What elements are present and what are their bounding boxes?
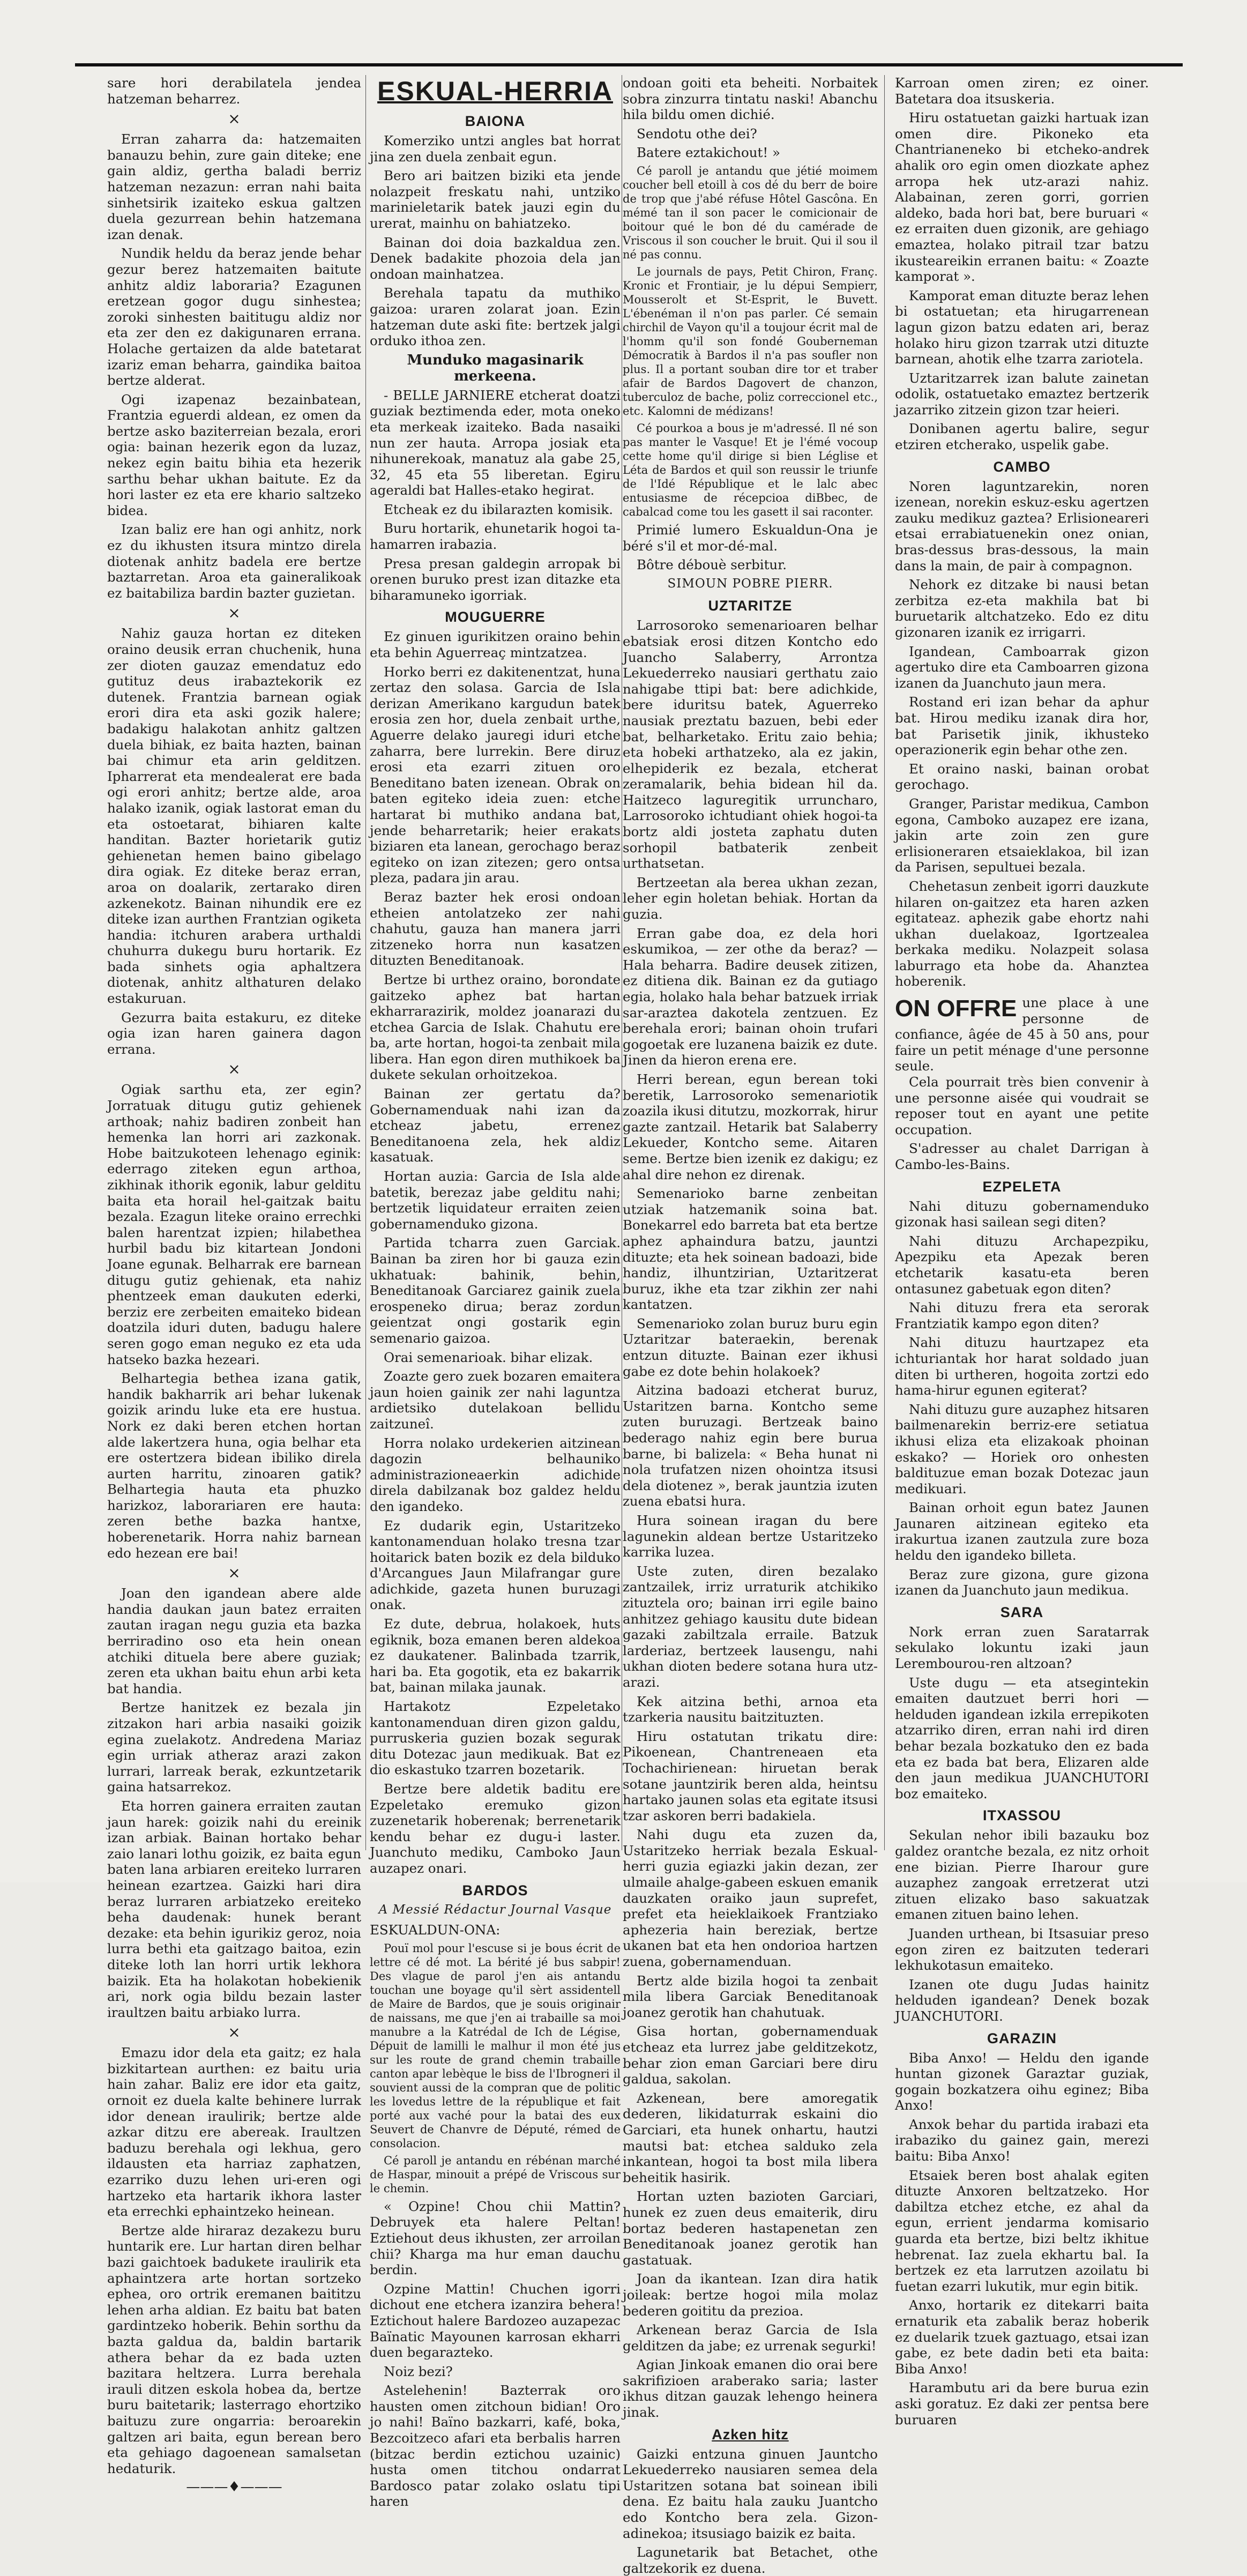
paragraph: Anxo, hortarik ez ditekarri baita ernaturik eta zabalik beraz hoberik ez duelarik tzuek gaztuago, etsai izan gabe, ez bete dadin beti eta baita: Biba Anxo!	[895, 2297, 1149, 2377]
separator: ×	[228, 604, 241, 622]
paragraph: Uztaritzarrek izan balute zainetan odolik, ostatuetako emaztez bertzerik jazarriko zitzein gizon tzar heieri.	[895, 370, 1149, 418]
paragraph: Batere eztakichout! »	[637, 145, 780, 161]
paragraph: Berehala tapatu da muthiko gaizoa: uraren zolarat joan. Ezin hatzeman dute aski fite: bertzek jalgi orduko ithoa zen.	[370, 285, 621, 349]
paragraph: Pouï mol pour l'escuse si je bous écrit de lettre cé dé mot. La bérité jé bus sabpir! Des vlague de parol j'en ais antandu touchan une boyage qu'il sèrt assidentell de Maire de Bardos, que je souis originair de naissans, me que j'en ai trabaille sa moi manubre a la Katrédal de Ich de Légise, Dépuit de lamilli le malhur il mon été jus sur les route de grand chemin trabaille canton apar lebèque le biss de l'Ibrogneri il souvient aussi de la compran que de politic les lovedus lettre de la république et fait porté aux vaché pour la batai des eux Seuvert de Chanvre de Député, rémed de consolacion.	[370, 1941, 621, 2150]
paragraph: Izanen ote dugu Judas hainitz helduden igandean? Denek bozak JUANCHUTORI.	[895, 1976, 1149, 2024]
paragraph: Bertz alde bizila hogoi ta zenbait mila libera Garciak Beneditanoak joanez gerotik han chahutuak.	[623, 1972, 878, 2020]
separator: ×	[228, 1060, 241, 1078]
paragraph: Granger, Paristar medikua, Cambon egona, Camboko auzapez ere izana, jakin arte zoin zen gure erlisioneraren etsaieklakoa, bil izan da Parisen, sepultuei bezala.	[895, 795, 1149, 875]
paragraph: Azkenean, bere amoregatik dederen, likidaturrak eskaini dio Garciari, eta hunek onhartu, hautzi mautsi bat: etchea salduko zela inkantean, hogoi ta bost mila libera beheitik hasirik.	[623, 2090, 878, 2185]
paragraph: Nahi dituzu gure auzaphez hitsaren bailmenarekin berriz-ere setiatua ikhusi eliza eta elizakoak phoinan eskako? — Horiek oro onhesten baldituzue eman bozak Dotezac jaun medikuari.	[895, 1401, 1149, 1497]
paragraph: Horko berri ez dakitenentzat, huna zertaz den solasa. Garcia de Isla derizan Amerikano kargudun batek erosia zen hor, duela zenbait urthe, Aguerre delako jauregi iduri etche zaharra, bere lurrekin. Bere diruz erosi eta ezarri zituen oro Beneditano baten izenean. Obrak on baten egiteko ideia zuen: etche hartarat bi muthiko andana bat, jende beharretarik; heier erakats biziaren eta lanean, gerochago beraz egiteko on izan zitezen; gero ontsa pleza, padara jin arau.	[370, 664, 621, 886]
paragraph: Gezurra baita estakuru, ez diteke ogia izan haren gainera dagon errana.	[107, 1009, 361, 1057]
paragraph: Izan baliz ere han ogi anhitz, nork ez du ikhusten itsura mintzo direla diotenak anhitz badela ere bertze baztarretan. Aroa eta gaineralikoak ez baitabiliza bardin bazter guzietan.	[107, 522, 361, 601]
classified-ad	[895, 995, 1149, 1173]
paragraph: Joan da ikantean. Izan dira hatik joileak: bertze hogoi mila molaz bederen goititu da prezioa.	[623, 2271, 878, 2319]
column-rule	[365, 75, 366, 1850]
paragraph: Ozpine Mattin! Chuchen igorri dichout ene etchera izanzira behera! Eztichout halere Bardozeo auzapezac Baïnatic Mayounen karrosan ekharri duen begarazteko.	[370, 2281, 621, 2361]
paragraph: Bertze hanitzek ez bezala jin zitzakon hari arbia nasaiki goizik egina zuelakotz. Andredena Mariaz egin urriak atheraz arazi zakon lurrari, larreak berak, ezkuntzetarik gaina hatsarrekoz.	[107, 1700, 361, 1795]
paragraph: Buru hortarik, ehunetarik hogoi ta-hamarren irabazia.	[370, 520, 621, 553]
paragraph: Semenarioko barne zenbeitan utziak hatzemanik soina bat. Bonekarrel edo barreta bat eta bertze aphez aphaindura batzu, jauntzi dituzte; eta hek soinean badoazi, bide handiz, ilhuntzirian, Uztaritzerat buruz, ikhe eta tzar zikhin zer nahi kantatzen.	[623, 1186, 878, 1313]
section-heading-baiona: BAIONA	[465, 113, 526, 129]
paragraph: Et oraino naski, bainan orobat gerochago.	[895, 761, 1149, 793]
paragraph: Sekulan nehor ibili bazauku boz galdez orantche bezala, ez nitz orhoit ene bizian. Pierre Iharour gure auzaphez zangoak erretzerat utzi zituen elizako baso sakuatzak emanen zituen baino lehen.	[895, 1827, 1149, 1923]
paragraph: Nahi dituzu haurtzapez eta ichturiantak hor harat soldado juan diten bi urtheren, hogoita zortzi edo hama-hirur egunen egiterat?	[895, 1335, 1149, 1398]
paragraph: Nahiz gauza hortan ez diteken oraino deusik erran chuchenik, huna zer dioten gauzaz emendatuz edo gutituz deus irabaztekorik ez dutenek. Frantzia barnean ogiak erori dira eta aski gozik halere; badakigu halakotan anhitz galtzen duela bihiak, ez baita hazten, bainan bai chimur eta arin gelditzen. Ipharrerat eta mendealerat ere bada ogi erori anhitz; bertze alde, aroa halako izanik, ogiak lastorat eman du eta ostoetarat, bihiaren kalte handitan. Bazter horietarik gutiz gehienetan hemen baino gibelago dira ogiak. Ez diteke beraz erran, aroa on doalarik, zertarako diren azkenekotz. Bainan nihundik ere ez diteke izan aurthen Frantzian ogiketa handia: itchuren arabera urthaldi chuhurra dukegu buru hortarik. Ez bada sinhets ogia aphaltzera diotenak, anhitz althaturen delako estakuruan.	[107, 626, 361, 1007]
paragraph: sare hori derabilatela jendea hatzeman beharrez.	[107, 75, 361, 107]
paragraph: Hortan uzten bazioten Garciari, hunek ez zuen deus emaiterik, diru bortaz bederen hastapenetan zen Beneditanoak joanez gerotik han gastatuak.	[623, 2188, 878, 2268]
paragraph: Hiru ostatuetan gaizki hartuak izan omen dire. Pikoneko eta Chantrianeneko bi etcheko-andrek ahalik oro egin omen diozkate aphez arropa hek utz-arazi nahiz. Alabainan, zeren gorri, gorrien aldeko, bada hori bat, bere buruari « ez erraiten duen gizonik, are gehiago emaztea, holako pitrail tzar batzu ikusteareikin erranen baitu: « Zoazte kamporat ».	[895, 110, 1149, 285]
letter-salutation: A Messié Rédactur Journal Vasque	[378, 1902, 612, 1917]
section-heading-itxassou: ITXASSOU	[982, 1807, 1062, 1824]
paragraph: Rostand eri izan behar da aphur bat. Hirou mediku izanak dira hor, bat Parisetik jinik, ikhusteko operazionerik egin behar othe zen.	[895, 694, 1149, 758]
paragraph: Orai semenarioak. bihar elizak.	[384, 1349, 593, 1365]
paragraph: Bertze alde hiraraz dezakezu buru huntarik ere. Lur hartan diren belhar bazi gaichtoek badukete iraulirik eta aphaintzera arte hortan sortzeko ephea, oro ortrik eremanen baititzu lehen arha aldian. Ez baitu bat baten gardintzeko hoberik. Behin sorthu da bazta galdua da, baldin bartarik athera behar da ez bada uzten bazitara heltzera. Lurra berehala irauli ditzen eskola hobea da, bertze buru baitetarik; lasterrago ehortziko baituzu zure ongarria: beroarekin galtzen ari baita, egun berean bero eta gehiago dagoenean samalsetan hedaturik.	[107, 2222, 361, 2476]
paragraph: Bertze bi urthez oraino, borondate gaitzeko aphez bat hartan ekharrarazirik, moldez joanarazi du etchea Garcia de Islak. Chahutu ere ba, arte hortan, hogoi-ta zenbait mila libera. Han egon diren muthikoek ba dukete sekulan orhoitzekoa.	[370, 971, 621, 1083]
paragraph: Presa presan galdegin arropak bi orenen buruko prest izan ditazke eta biharamuneko igorriak.	[370, 555, 621, 603]
paragraph: Ez ginuen igurikitzen oraino behin eta behin Aguerreaç mintzatzea.	[370, 629, 621, 661]
paragraph: Sendotu othe dei?	[637, 125, 757, 142]
paragraph: Chehetasun zenbeit igorri dauzkute hilaren on-gaitzez eta haren azken egitateaz. aphezik gabe ehortz nahi ukhan duelakoaz, Igortzealea berkaka mediku. Nolazpeit solasa laburrago eta hobe da. Ahanztea hoberenik.	[895, 878, 1149, 989]
paragraph: Cé paroll je antandu en rébénan marché de Haspar, minouit a prépé de Vriscous sur le chemin.	[370, 2154, 621, 2195]
paragraph: Uste dugu — eta atsegintekin emaiten dautzuet berri hori — helduden igandean izkila errepikoten atzarriko diren, erran nahi ird diren behar bezala bozkatuko den ez bada eta ez bada bat bera, Elizaren alde den jaun medikua JUANCHUTORI boz emaiteko.	[895, 1674, 1149, 1801]
paragraph: Bertzeetan ala berea ukhan zezan, leher egin holetan behiak. Hortan da guzia.	[623, 874, 878, 922]
paragraph: Hiru ostatutan trikatu dire: Pikoenean, Chantreneaen eta Tochachirienean: hiruetan berak sotane jauntzirik beren alda, heintsu hartako jaunen solas eta egitate itsusi tzar askoren berri badakiela.	[623, 1728, 878, 1823]
paragraph: Noiz bezi?	[384, 2363, 453, 2379]
paragraph: Bainan zer gertatu da? Gobernamenduak nahi izan da etcheaz jabetu, errenez Beneditanoena zela, hek aldiz kasatuak.	[370, 1086, 621, 1165]
paragraph: Horra nolako urdekerien aitzinean dagozin belhauniko administrazioneaerkin adichide direla dabilzanak boz galdez heldu den igandeko.	[370, 1435, 621, 1514]
signature: SIMOUN POBRE PIERR.	[667, 576, 833, 591]
paragraph: Noren laguntzarekin, noren izenean, norekin eskuz-esku agertzen zauku medikuz gaztea? Erlisioneareri etsai errabiatuenekin onez onian, bras-dessus bras-dessous, la main dans la main, de pair à compagnon.	[895, 478, 1149, 574]
paragraph: Partida tcharra zuen Garciak. Bainan ba ziren hor bi gauza ezin ukhatuak: bahinik, behin, Beneditanoak Garciarez gainik zuela erospeneko dirua; beraz zordun geientzat ongi gostarik egin semenario gaizoa.	[370, 1235, 621, 1346]
paragraph: Komerziko untzi angles bat horrat jina zen duela zenbait egun.	[370, 133, 621, 165]
paragraph: Primié lumero Eskualdun-Ona je béré s'il et mor-dé-mal.	[623, 522, 878, 554]
paragraph: Ogiak sarthu eta, zer egin? Jorratuak ditugu gutiz gehienek arthoak; nahiz badiren zonbeit han hemenka lan horri ari zazkonak. Hobe baitzukoteen lehenago eginik: ederrago ziteken egun arthoa, zikhinak ithorik egonik, labur gelditu baita eta horail hel-gaitzak baitu bezala. Ezagun liteke oraino errechki balen harentzat izpien; hilabethea hurbil badu biz kitartean Jondoni Joane egunak. Belharrak ere barnean ditugu gutiz gehienak, eta nahiz phentzeek eman daukuten ederki, berziz ere zerbeiten emaiteko bidean doatzila iduri duten, badugu halere seren gogo eman neguko ez eta uda hatseko bazka hezeari.	[107, 1082, 361, 1367]
paragraph: Juanden urthean, bi Itsasuiar preso egon ziren ez baitzuten tederari lekhukotasun emaiteko.	[895, 1925, 1149, 1974]
section-heading-ezpeleta: EZPELETA	[982, 1178, 1062, 1195]
paragraph: Le journals de pays, Petit Chiron, Franç. Kronic et Frontiair, je lu dépui Sempierr, Mousserolt et St-Esprit, le Buvett. L'ébenéman il n'on pas parler. Cé semain chirchil de Vayon qu'il a toujour écrit mal de l'homm qu'il son fondé Gouberneman Démocratik à Bardos il n'a pas soufler non plus. Il a portant souban dire tor et traber afair de Bardos Dagovert de chanzon, tuberculoz de bache, poliz correccionel etc., etc. Kalomni de médizans!	[623, 265, 878, 418]
paragraph: Cé paroll je antandu que jétié moimem coucher bell etoill à cos dé du berr de boire de trop que j'abé réfuse Hôtel Gascôna. En mémé tan il son pacer le comicionair de boitour qué le bon dé du camérade de Vriscous il son coucher le bruit. Qui il sou il né pas connu.	[623, 164, 878, 261]
section-heading-garazin: GARAZIN	[987, 2030, 1057, 2046]
column-4	[895, 75, 1149, 2428]
column-2	[370, 75, 621, 2510]
paragraph: Aitzina badoazi etcherat buruz, Ustaritzen barna. Kontcho seme zuten buruzagi. Bertzeak baino bederago nahiz egin bere burua barne, bi balizela: « Beha hunat ni nola trufatzen nizen ohointza itsusi dela diotenez », berak jauntzia izuten zuena ebatsi hura.	[623, 1382, 878, 1509]
paragraph: Ez dute, debrua, holakoek, huts egiknik, boza emanen beren aldekoa ez daukatener. Balinbada tzarrik, hari ba. Eta gogotik, eta ez bakarrik bat, bainan milaka jaunak.	[370, 1616, 621, 1695]
paragraph: Ez dudarik egin, Ustaritzeko kantonamenduan holako tresna tzar hoitarick baten bozik ez dela bilduko d'Arcangues Jaun Milafrangar gure adichkide, gazeta hunen buruzagi onak.	[370, 1517, 621, 1613]
paragraph: Ogi izapenaz bezainbatean, Frantzia eguerdi aldean, ez omen da bertze asko baziterreian bezala, erori ogia: bainan hezerik egon da luzaz, nekez egin baitu bihia eta hezerik sarthu behar ukhan baitute. Ez da hori laster ez eta ere khario saltzeko bidea.	[107, 391, 361, 518]
paragraph: Etcheak ez du ibilarazten komisik.	[384, 501, 614, 517]
paragraph: Joan den igandean abere alde handia daukan jaun batez erraiten zautan iragan negu guzia eta bazka berriradino oso eta hein onean atchiki dituela bere abere guziak; zeren eta ukhan baitu ehun arbi keta bat handia.	[107, 1585, 361, 1696]
paragraph: Hura soinean iragan du bere lagunekin aldean bertze Ustaritzeko karrika luzea.	[623, 1513, 878, 1560]
end-ornament: ———♦———	[186, 2479, 282, 2496]
separator: ×	[228, 2023, 241, 2042]
paragraph: Bôtre débouè serbitur.	[637, 557, 787, 573]
paragraph: Etsaiek beren bost ahalak egiten dituzte Anxoren beltzatzeko. Hor dabiltza etchez etche, ez ahal da egun, errient jendarma komisario guarda eta bertze, bizi beltz ikhitue hebrenat. Iaz zuela ekhartu bal. Ia bertzek ez eta larrutzen azoilatu bi fuetan ezarri lukutik, mur egin bitik.	[895, 2167, 1149, 2294]
paragraph: Bero ari baitzen biziki eta jende nolazpeit freskatu nahi, untziko marinieletarik batek jauzi egin du urerat, mainhu on bahiatzeko.	[370, 168, 621, 231]
ad-paragraph: S'adresser au chalet Darrigan à Cambo-les-Bains.	[895, 1141, 1149, 1172]
paragraph: Belhartegia bethea izana gatik, handik bakharrik ari behar lukenak goizik arindu luke eta ere hustua. Nork ez daki beren etchen hortan alde lakertzera huna, ogia belhar eta ere ostertzera bidean ibiliko direla aurten harritu, zinoaren gatik? Belhartegia hauta eta phuzko harizkoz, laborariaren ere hauta: zeren bethe bazka hantxe, hoberenetarik. Horra nahiz barnean edo hezean ere bai!	[107, 1371, 361, 1561]
paragraph: Nork erran zuen Saratarrak sekulako lokuntu izaki jaun Lerembourou-ren altzoan?	[895, 1624, 1149, 1672]
ad-headline: ON OFFRE	[895, 995, 1017, 1022]
paragraph: Zoazte gero zuek bozaren emaitera jaun hoien gainik zer nahi laguntza ardietsiko dutelakoan bellidu zaitzuneî.	[370, 1368, 621, 1432]
paragraph: Beraz zure gizona, gure gizona izanen da Juanchuto jaun medikua.	[895, 1566, 1149, 1598]
paragraph: Bainan orhoit egun batez Jaunen Jaunaren aitzinean egiteko eta irakurtua izanen zautzula zure boza heldu den igandeko billeta.	[895, 1500, 1149, 1564]
column-1	[107, 75, 361, 2496]
separator: ×	[228, 110, 241, 128]
column-3	[623, 75, 878, 2576]
paragraph: Nundik heldu da beraz jende behar gezur berez hatzemaiten baitute anhitz aldiz laboraria? Ezagunen eretzean gogor dugu sinhestea; zoroki sinhesten baititugu aldiz nor eta zer den ez dakigunaren errana. Holache gertaizen da alde batetarat izariz eman beharra, gaindika baitoa bertze alderat.	[107, 245, 361, 389]
section-heading-mouguerre: MOUGUERRE	[445, 609, 546, 626]
paragraph: Emazu idor dela eta gaitz; ez hala bizkitartean aurthen: ez baitu uria hain zahar. Baliz ere idor eta gaitz, ornoit ez duela kalte behinere lurrak idor denean iraulirik; bertze alde azkar ditzu ere abereak. Iraultzen baduzu berehala ogi lekhua, gero ildausten eta harriaz zaphatzen, ezarriko duzu lehen uri-eren ogi hartzeko eta hartarik ikhora laster eta errechki ephaintzeko heinean.	[107, 2045, 361, 2220]
section-heading-sara: SARA	[1000, 1604, 1044, 1620]
section-heading-azken-hitz: Azken hitz	[712, 2426, 789, 2443]
paragraph: Anxok behar du partida irabazi eta irabaziko du gainez gain, merezi baitu: Biba Anxo!	[895, 2116, 1149, 2164]
paragraph: - BELLE JARNIERE etcherat doatzi guziak beztimenda eder, mota oneko eta merkeak izaiteko. Bada nasaiki nun zer hauta. Arropa josiak eta nihunerekoak, manatuz ala gabe 25, 32, 45 eta 55 liberetan. Egiru ageraldi bat Halles-etako hegirat.	[370, 387, 621, 498]
ad-paragraph: Cela pourrait très bien convenir à une personne aisée qui voudrait se reposer tout en ayant une petite occupation.	[895, 1074, 1149, 1137]
paragraph: Cé pourkoa a bous je m'adressé. Il né son pas manter le Vasque! Et je l'émé vocoup cette home qu'il dirige si bien Léglise et Léta de Bardos et quil son reussir le triunfe de l'Idé République et le lalc abec entusiasme de récepcioa diBbec, de cabalcad come tou les gasett il sai raconter.	[623, 421, 878, 518]
paragraph: Bainan doi doia bazkaldua zen. Denek badakite phozoia dela jan ondoan mainhatzea.	[370, 234, 621, 282]
top-rule	[75, 63, 1183, 66]
section-heading-uztaritze: UZTARITZE	[708, 598, 793, 614]
paragraph: Bertze bere aldetik baditu ere Ezpeletako eremuko gizon zuzenetarik hoberenak; berrenetarik kendu behar ez dugu-i laster. Juanchuto mediku, Camboko Jaun auzapez onari.	[370, 1781, 621, 1876]
paragraph: Beraz bazter hek erosi ondoan etheien antolatzeko zer nahi chahutu, gauza han manera jarri zitzeneko horra nun kasatzen dituzten Beneditanoak.	[370, 889, 621, 969]
paragraph: Gaizki entzuna ginuen Jauntcho Lekuederreko nausiaren semea dela Ustaritzen sotana bat soinean ibili dena. Ez baitu hala zauku Juantcho edo Kontcho bera zela. Gizon-adinekoa; itsusiago baizik ez baita.	[623, 2446, 878, 2541]
paragraph: « Ozpine! Chou chii Mattin? Debruyek eta halere Peltan! Eztiehout deus ikhusten, zer arroilan chii? Kharga ma hur eman dauchu berdin.	[370, 2198, 621, 2278]
section-heading-cambo: CAMBO	[993, 458, 1051, 475]
paragraph: Kek aitzina bethi, arnoa eta tzarkeria nausitu baitzituzten.	[623, 1693, 878, 1725]
paragraph: Biba Anxo! — Heldu den igande huntan gizonek Garaztar guziak, gogain bozkatzera oihu eginez; Biba Anxo!	[895, 2050, 1149, 2113]
paragraph: Nahi dituzu Archapezpiku, Apezpiku eta Apezak beren etchetarik kasatu-eta beren ontasunez gabetuak egon diten?	[895, 1233, 1149, 1297]
paragraph: Herri berean, egun berean toki beretik, Larrosoroko semenariotik zoazila ikusi ditutzu, mozkorrak, hirur gazte zantzail. Hetarik bat Salaberry Lekueder, Kontcho seme. Aitaren seme. Bertze bien izenik ez dakigu; ez ahal dire nehon ez direnak.	[623, 1071, 878, 1182]
advert-heading: Munduko magasinarik merkeena.	[407, 352, 584, 384]
paragraph: ondoan goiti eta beheiti. Norbaitek sobra zinzurra tintatu naski! Abanchu hila bildu omen dichié.	[623, 75, 878, 123]
separator: ×	[228, 1564, 241, 1582]
paragraph: Erran gabe doa, ez dela hori eskumikoa, — zer othe da beraz? — Hala beharra. Badire deusek zitizen, ez ditiena dik. Bainan ez da gutiago egia, holako hala behar batzuek irriak sar-araztea dakotela zentzuen. Ez berehala erori; bainan ohoin trufari gogoetak ere luzanena baizik ez dute. Jinen da hieron erena ere.	[623, 925, 878, 1068]
paragraph: Astelehenin! Bazterrak oro hausten omen zitchoun bidian! Oro jo nahi! Baïno bazkarri, kafé, boka, Bezcoitzeco afari eta berbalis harren (bitzac berdin eztichou uzainic) husta omen titchou ondarrat Bardosco patar zolako oslatu tipi haren	[370, 2383, 621, 2510]
paragraph: Semenarioko zolan buruz buru egin Uztaritzar bateraekin, berenak entzun dituzte. Bainan ezer ikhusi gabe ez dote behin holakoek?	[623, 1315, 878, 1379]
paragraph: Eta horren gainera erraiten zautan jaun harek: goizik nahi du ereinik izan arbiak. Bainan hortako behar zaio lanari lothu goizik, ez baita egun baten lana arbiaren ereiteko lurraren heinean ezartzea. Gaizki hari dira beraz lurraren arbiatzeko ereiteko beha daudenak: hunek berant dezake: eta behin igurikiz geroz, noia lurra bethi eta gaitzago baitoa, ezin diteke loth lan horri urtik lekhora baizik. Eta ha holakotan hobekienik ari, nork ogia bildu bezain laster iraultzen baitu arbiako lurra.	[107, 1798, 361, 2020]
masthead-title: ESKUAL-HERRIA	[377, 76, 613, 106]
paragraph: Hartakotz Ezpeletako kantonamenduan diren gizon galdu, purruskeria guzien bozak segurak ditu Dotezac jaun medikuak. Bat ez dio eskastuko tzarren bozetarik.	[370, 1699, 621, 1778]
paragraph: Gisa hortan, gobernamenduak etcheaz eta lurrez jabe gelditzekotz, behar zion eman Garciari bere diru galdua, sakolan.	[623, 2023, 878, 2087]
paragraph: Igandean, Camboarrak gizon agertuko dire eta Camboarren gizona izanen da Juanchuto jaun mera.	[895, 643, 1149, 691]
paragraph: Hortan auzia: Garcia de Isla alde batetik, berezaz jabe gelditu nahi; bertzetik liquidateur erraiten zeien gobernamenduko gizona.	[370, 1168, 621, 1232]
section-heading-bardos: BARDOS	[462, 1882, 528, 1899]
paragraph: Erran zaharra da: hatzemaiten banauzu behin, zure gain diteke; ene gain aldiz, gertha baladi berriz hatzeman nezazun: erran nahi baita sinhetsirik izaiteko eskua galtzen duela gezurrean behin hatzemana izan denak.	[107, 131, 361, 242]
paragraph: Nahi dugu eta zuzen da, Ustaritzeko herriak bezala Eskual-herri guzia egiazki jakin dezan, zer ulmaile ahalge-gabeen eskuen emanik dauzkaten oraiko jaun suprefet, prefet eta heieklaikoek Frantziako aphezeria hain bereziak, bertze ukanen bat eta hen ondorioa hartzen zuena, gobernamenduan.	[623, 1827, 878, 1970]
ad-text: une place à une personne de confiance, âgée de 45 à 50 ans, pour faire un petit ménage d'une personne seule.	[895, 995, 1149, 1074]
paragraph: Kamporat eman dituzte beraz lehen bi ostatuetan; eta hirugarrenean lagun gizon batzu edaten ari, beraz holako hiru gizon tzarrak utzi dituzte barnean, ahotik elhe tzarra zariotela.	[895, 287, 1149, 367]
paragraph: Nahi dituzu gobernamenduko gizonak hasi sailean segi diten?	[895, 1198, 1149, 1230]
column-rule	[884, 75, 885, 1850]
paragraph: Agian Jinkoak emanen dio orai bere sakrifizioen araberako saria; laster ikhus ditzan gauzak lehengo heinera jinak.	[623, 2357, 878, 2421]
paragraph: Larrosoroko semenarioaren belhar ebatsiak erosi ditzen Kontcho edo Juancho Salaberry, Arrontza Lekuederreko nausiari gerthatu zaio nahigabe ttipi bat: bere adichkide, bere iduritsu batek, Aguerreko nausiak preztatu bazuen, bebi eder bat, belharketako. Eritu zaio behia; eta hobeki arthatzeko, ala ez jakin, elhepiderik ez bezala, etcherat zeramalarik, behia bidean hil da. Haitzeco laguregitik urruncharo, Larrosoroko ichtudiant ohiek hogoi-ta bortz aldi josteta zaphatu duten sorhopil batbaterik zenbeit urthatsetan.	[623, 617, 878, 872]
paragraph: Arkenean beraz Garcia de Isla gelditzen da jabe; ez urrenak segurki!	[623, 2322, 878, 2354]
paragraph: Nehork ez ditzake bi nausi betan zerbitza ez-eta makhila bat bi buruetarik altchatzeko. Edo ez ditu gizonaren izanik ez irrigarri.	[895, 577, 1149, 640]
paragraph: ESKUALDUN-ONA:	[370, 1922, 501, 1938]
paragraph: Lagunetarik bat Betachet, othe galtzekorik ez duena.	[623, 2544, 878, 2576]
paragraph: Donibanen agertu balire, segur etziren etcherako, uspelik gabe.	[895, 421, 1149, 453]
paragraph: Uste zuten, diren bezalako zantzailek, irriz urraturik atchikiko zituztela oro; bainan irri egile baino anhitzez gehiago kausitu dute bidean gazaki zabiltzala erraile. Batzuk larderiaz, bertzeek lausengu, nahi ukhan dioten bedere sotana hura utz-arazi.	[623, 1563, 878, 1690]
paragraph: Harambutu ari da bere burua ezin aski goratuz. Ez daki zer pentsa bere buruaren	[895, 2380, 1149, 2428]
paragraph: Karroan omen ziren; ez oiner. Batetara doa itsuskeria.	[895, 75, 1149, 107]
paragraph: Nahi dituzu frera eta serorak Frantziatik kampo egon diten?	[895, 1300, 1149, 1331]
